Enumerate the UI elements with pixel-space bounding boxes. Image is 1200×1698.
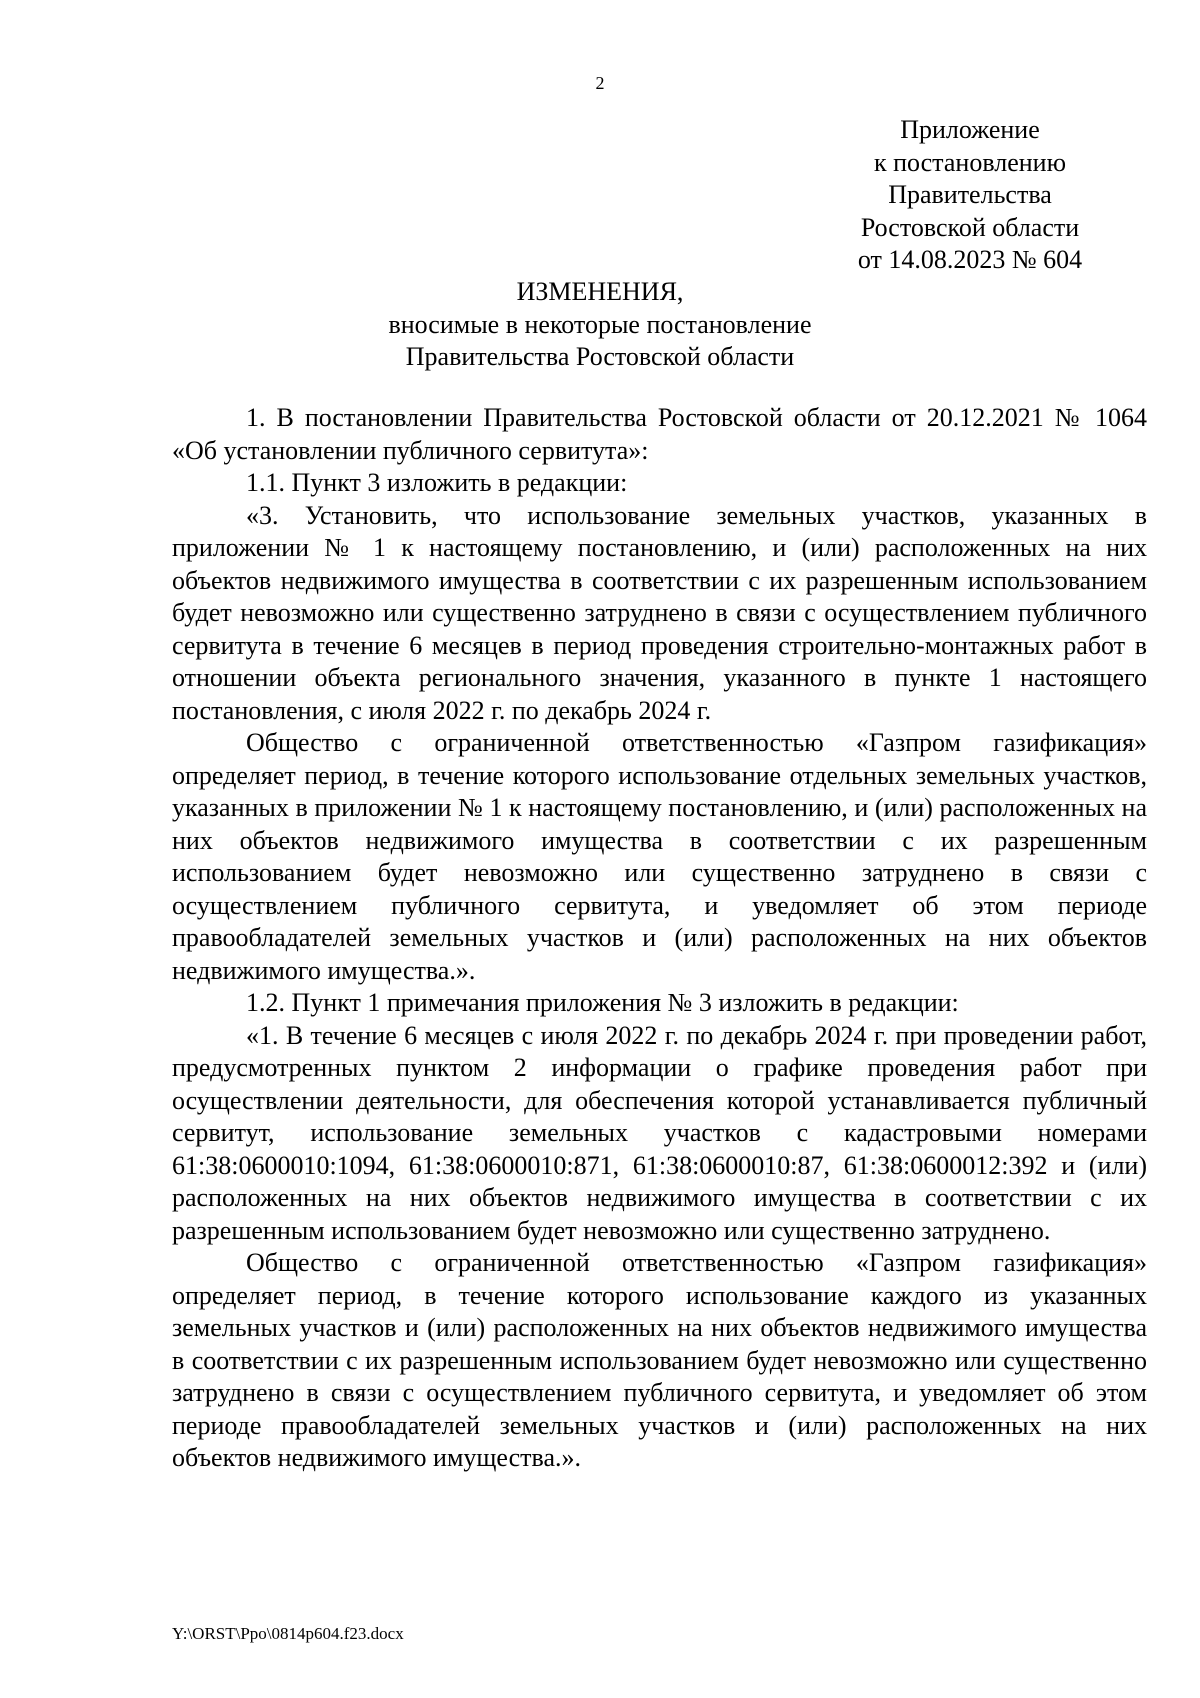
paragraph: 1.1. Пункт 3 изложить в редакции: — [246, 468, 628, 497]
paragraph: Общество с ограниченной ответственностью «Газпром газификация» определяет период, в течение которого использование каждого из указанных земельных участков и (или) расположенных на них объектов недвижимого имущества в соответствии с их разрешенным использованием будет невозможно или существенно затруднено в связи с осуществлением публичного сервитута, и уведомляет об этом периоде правообладателей земельных участков и (или) расположенных на них объектов недвижимого имущества.». — [172, 1248, 1147, 1472]
document-subtitle: вносимые в некоторые постановление — [388, 309, 812, 339]
appendix-line: Ростовской области — [860, 212, 1080, 242]
document-title: ИЗМЕНЕНИЯ, — [516, 277, 684, 306]
appendix-line: Правительства — [888, 180, 1052, 209]
document-subtitle: Правительства Ростовской области — [405, 342, 795, 371]
file-path-footer: Y:\ORST\Ppo\0814p604.f23.docx — [172, 1624, 404, 1643]
paragraph: Общество с ограниченной ответственностью «Газпром газификация» определяет период, в течение которого использование отдельных земельных участков, указанных в приложении № 1 к настоящему постановлению, и (или) расположенных на них объектов недвижимого имущества в соответствии с их разрешенным использованием будет невозможно или существенно затруднено в связи с осуществлением публичного сервитута, и уведомляет об этом периоде правообладателей земельных участков и (или) расположенных на них объектов недвижимого имущества.». — [172, 728, 1147, 985]
paragraph: «1. В течение 6 месяцев с июля 2022 г. по декабрь 2024 г. при проведении работ, предусмотренных пунктом 2 информации о графике проведения работ при осуществлении деятельности, для обеспечения которой устанавливается публичный сервитут, использование земельных участков с кадастровыми номерами 61:38:0600010:1094, 61:38:0600010:871, 61:38:0600010:87, 61:38:0600012:392 и (или) расположенных на них объектов недвижимого имущества в соответствии с их разрешенным использованием будет невозможно или существенно затруднено. — [172, 1020, 1147, 1245]
paragraph: 1.2. Пункт 1 примечания приложения № 3 изложить в редакции: — [246, 988, 959, 1017]
appendix-line: от 14.08.2023 № 604 — [857, 245, 1083, 274]
document-body — [172, 402, 1147, 1475]
paragraph: «3. Установить, что использование земельных участков, указанных в приложении № 1 к настоящему постановлению, и (или) расположенных на них объектов недвижимого имущества в соответствии с их разрешенным использованием будет невозможно или существенно затруднено в связи с осуществлением публичного сервитута в течение 6 месяцев в период проведения строительно-монтажных работ в отношении объекта регионального значения, указанного в пункте 1 настоящего постановления, с июля 2022 г. по декабрь 2024 г. — [172, 500, 1147, 725]
paragraph: 1. В постановлении Правительства Ростовской области от 20.12.2021 № 1064 «Об установлении публичного сервитута»: — [172, 403, 1147, 465]
appendix-line: к постановлению — [873, 147, 1067, 177]
appendix-block — [820, 114, 1120, 277]
page-number: 2 — [595, 73, 605, 93]
document-heading — [0, 276, 1200, 374]
appendix-line: Приложение — [900, 115, 1040, 144]
